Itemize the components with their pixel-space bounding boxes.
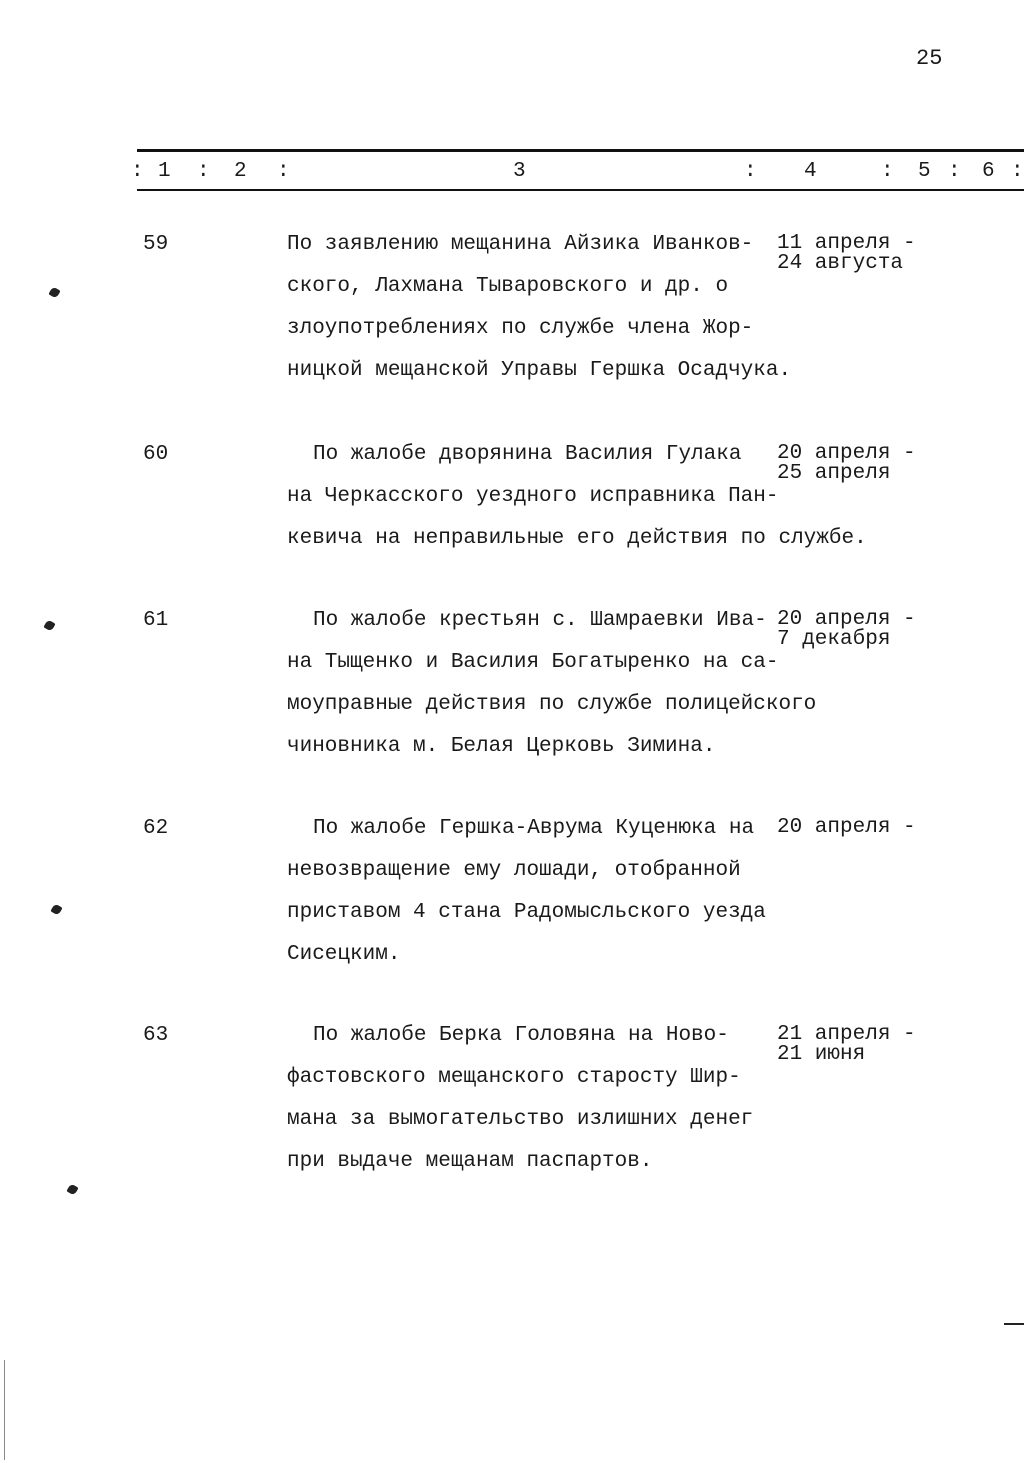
description-line: на Тыщенко и Василия Богатыренко на са-	[287, 651, 779, 674]
description-line: По жалобе Гершка-Аврума Куценюка на	[313, 817, 755, 840]
entry-description	[287, 224, 791, 392]
entry-number: 63	[143, 1024, 169, 1047]
entry-dates	[777, 1025, 916, 1065]
description-line: ского, Лахмана Тываровского и др. о	[287, 275, 729, 298]
column-separator: :	[948, 160, 961, 183]
end-date: 7 декабря	[777, 628, 891, 651]
entry-dates	[777, 234, 916, 274]
punch-hole-mark	[43, 619, 55, 631]
column-separator: :	[197, 160, 210, 183]
entry-dates	[777, 818, 916, 838]
column-header-3: 3	[513, 160, 526, 183]
description-line: ницкой мещанской Управы Гершка Осадчука.	[287, 359, 792, 382]
start-date: 20 апреля -	[777, 608, 916, 631]
header-top-rule	[137, 149, 1024, 152]
column-header-5: 5	[918, 160, 931, 183]
column-separator: :	[131, 160, 144, 183]
description-line: мана за вымогательство излишних денег	[287, 1108, 754, 1131]
description-line: Сисецким.	[287, 943, 401, 966]
entry-description	[287, 1015, 753, 1183]
column-separator: :	[1011, 160, 1024, 183]
description-line: при выдаче мещанам паспартов.	[287, 1150, 653, 1173]
entry-number: 60	[143, 443, 169, 466]
description-line: По жалобе дворянина Василия Гулака	[313, 443, 742, 466]
end-date: 24 августа	[777, 252, 904, 275]
margin-mark	[1004, 1323, 1024, 1325]
column-separator: :	[881, 160, 894, 183]
start-date: 20 апреля -	[777, 442, 916, 465]
column-separator: :	[744, 160, 757, 183]
entry-description	[287, 808, 766, 976]
description-line: По жалобе Берка Головяна на Ново-	[313, 1024, 729, 1047]
column-header-6: 6	[982, 160, 995, 183]
entry-dates	[777, 610, 916, 650]
entry-dates	[777, 444, 916, 484]
description-line: чиновника м. Белая Церковь Зимина.	[287, 735, 716, 758]
page-number: 25	[916, 46, 943, 71]
entry-number: 59	[143, 233, 169, 256]
column-separator: :	[277, 160, 290, 183]
entry-number: 62	[143, 817, 169, 840]
start-date: 11 апреля -	[777, 232, 916, 255]
column-header-4: 4	[804, 160, 817, 183]
scan-edge	[4, 1360, 5, 1460]
entry-number: 61	[143, 609, 169, 632]
punch-hole-mark	[48, 286, 60, 298]
description-line: По заявлению мещанина Айзика Иванков-	[287, 233, 754, 256]
description-line: кевича на неправильные его действия по службе.	[287, 527, 867, 550]
start-date: 21 апреля -	[777, 1023, 916, 1046]
header-bottom-rule	[137, 189, 1024, 191]
description-line: приставом 4 стана Радомысльского уезда	[287, 901, 766, 924]
start-date: 20 апреля -	[777, 816, 916, 839]
entry-description	[287, 600, 816, 768]
description-line: невозвращение ему лошади, отобранной	[287, 859, 741, 882]
description-line: на Черкасского уездного исправника Пан-	[287, 485, 779, 508]
punch-hole-mark	[66, 1183, 78, 1195]
description-line: фастовского мещанского старосту Шир-	[287, 1066, 741, 1089]
description-line: моуправные действия по службе полицейского	[287, 693, 817, 716]
description-line: злоупотреблениях по службе члена Жор-	[287, 317, 754, 340]
column-header-2: 2	[234, 160, 247, 183]
column-header-1: 1	[158, 160, 171, 183]
punch-hole-mark	[50, 903, 62, 915]
end-date: 21 июня	[777, 1043, 866, 1066]
end-date: 25 апреля	[777, 462, 891, 485]
description-line: По жалобе крестьян с. Шамраевки Ива-	[313, 609, 767, 632]
